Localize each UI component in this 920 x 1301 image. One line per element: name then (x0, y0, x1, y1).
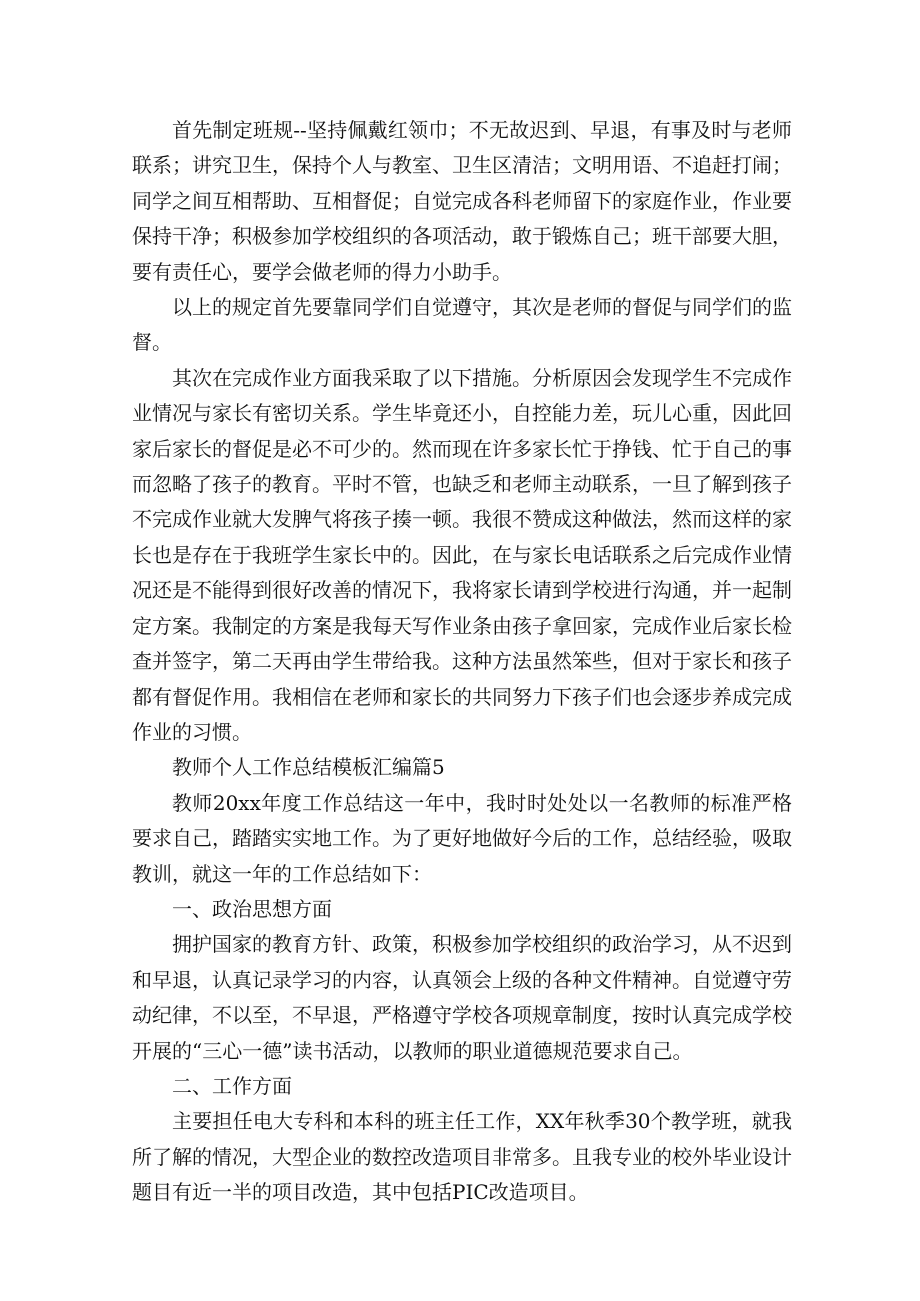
heading-work: 二、工作方面 (172, 1073, 292, 1098)
paragraph-political-thought: 拥护国家的教育方针、政策，积极参加学校组织的政治学习，从不迟到和早退，认真记录学习的内容，认真领会上级的各种文件精神。自觉遵守劳动纪律，不以至，不早退，严格遵守学校各项规章制度，按时认真完成学校开展的“三心一德”读书活动，以教师的职业道德规范要求自己。 (132, 932, 792, 1063)
heading-political-thought: 一、政治思想方面 (172, 896, 332, 921)
paragraph-class-rules: 首先制定班规--坚持佩戴红领巾；不无故迟到、早退，有事及时与老师联系；讲究卫生，保持个人与教室、卫生区清洁；文明用语、不追赶打闹；同学之间互相帮助、互相督促；自觉完成各科老师留下的家庭作业，作业要保持干净；积极参加学校组织的各项活动，敢于锻炼自己；班干部要大胆，要有责任心，要学会做老师的得力小助手。 (132, 118, 792, 284)
paragraph-annual-summary-intro: 教师20xx年度工作总结这一年中，我时时处处以一名教师的标准严格要求自己，踏踏实实地工作。为了更好地做好今后的工作，总结经验，吸取教训，就这一年的工作总结如下： (132, 790, 792, 886)
section-title-article-5: 教师个人工作总结模板汇编篇5 (172, 755, 445, 780)
paragraph-rules-supervision: 以上的规定首先要靠同学们自觉遵守，其次是老师的督促与同学们的监督。 (132, 295, 792, 355)
paragraph-work: 主要担任电大专科和本科的班主任工作，XX年秋季30个教学班，就我所了解的情况，大型企业的数控改造项目非常多。且我专业的校外毕业设计题目有近一半的项目改造，其中包括PIC改造项目。 (132, 1109, 792, 1205)
paragraph-homework-measures: 其次在完成作业方面我采取了以下措施。分析原因会发现学生不完成作业情况与家长有密切关系。学生毕竟还小，自控能力差，玩儿心重，因此回家后家长的督促是必不可少的。然而现在许多家长忙于挣钱、忙于自己的事而忽略了孩子的教育。平时不管，也缺乏和老师主动联系，一旦了解到孩子不完成作业就大发脾气将孩子揍一顿。我很不赞成这种做法，然而这样的家长也是存在于我班学生家长中的。因此，在与家长电话联系之后完成作业情况还是不能得到很好改善的情况下，我将家长请到学校进行沟通，并一起制定方案。我制定的方案是我每天写作业条由孩子拿回家，完成作业后家长检查并签字，第二天再由学生带给我。这种方法虽然笨些，但对于家长和孩子都有督促作用。我相信在老师和家长的共同努力下孩子们也会逐步养成完成作业的习惯。 (132, 365, 792, 744)
document-body (132, 113, 792, 1211)
